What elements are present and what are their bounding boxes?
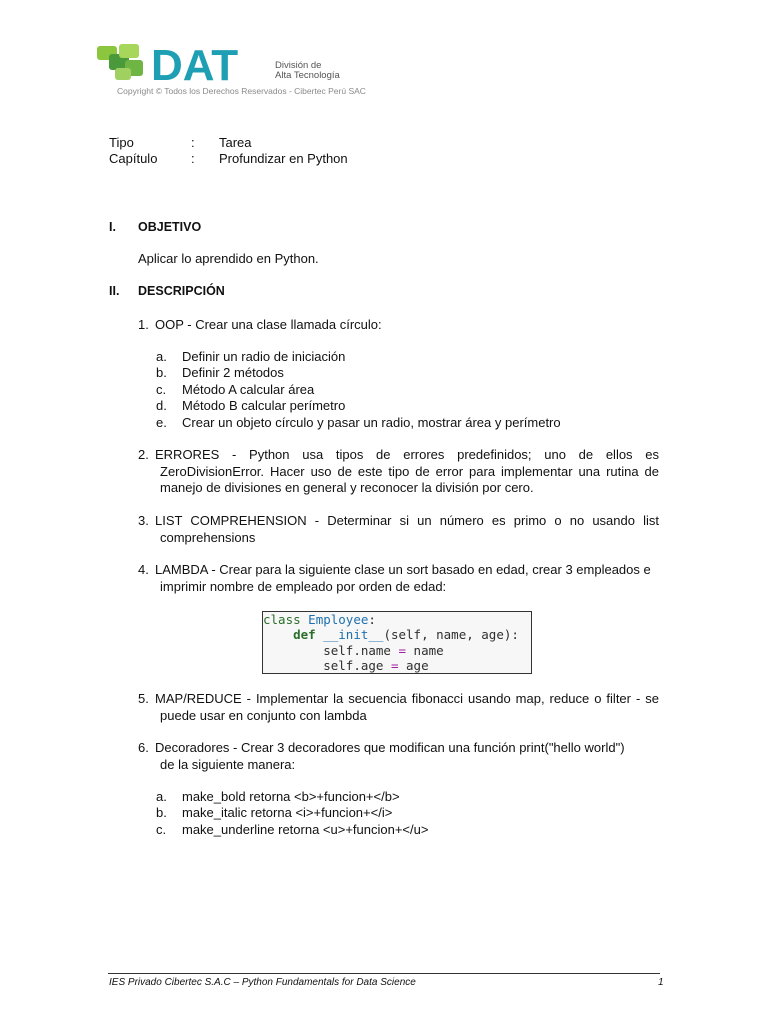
item-number: 3.: [138, 513, 149, 528]
item-line: imprimir nombre de empleado por orden de edad:: [160, 578, 447, 594]
sub-letter: a.: [156, 789, 167, 804]
code-lhs: self.age: [323, 658, 384, 673]
code-operator: =: [390, 658, 399, 673]
item-line: MAP/REDUCE - Implementar la secuencia fibonacci usando map, reduce o filter - se: [155, 691, 659, 706]
section-number: II.: [109, 284, 120, 298]
meta-value: Profundizar en Python: [219, 151, 348, 166]
meta-label: Tipo: [109, 135, 134, 150]
item-number: 2.: [138, 447, 149, 462]
item-line: Decoradores - Crear 3 decoradores que modifican una función print("hello world"): [155, 740, 625, 755]
code-lhs: self.name: [323, 643, 391, 658]
footer-text: IES Privado Cibertec S.A.C – Python Fundamentals for Data Science: [109, 977, 416, 988]
item-line: puede usar en conjunto con lambda: [160, 707, 367, 723]
item-line: LAMBDA - Crear para la siguiente clase un sort basado en edad, crear 3 empleados e: [155, 562, 651, 577]
code-keyword: def: [293, 627, 316, 642]
item-text: [155, 513, 659, 546]
item-line: comprehensions: [160, 529, 256, 545]
code-line: [263, 658, 429, 674]
code-function-name: __init__: [323, 627, 384, 642]
sub-letter: c.: [156, 382, 167, 397]
code-rhs: name: [413, 643, 444, 658]
item-line: LIST COMPREHENSION - Determinar si un número es primo o no usando list: [155, 513, 659, 528]
item-text: [155, 562, 659, 595]
footer-divider: [108, 973, 660, 974]
code-keyword: class: [263, 612, 301, 627]
item-number: 6.: [138, 740, 149, 755]
item-number: 1.: [138, 317, 149, 332]
sub-text: make_bold retorna <b>+funcion+</b>: [182, 789, 400, 804]
code-operator: =: [398, 643, 407, 658]
item-line: manejo de divisiones en general y reconocer la división por cero.: [160, 480, 534, 495]
code-punct: :: [368, 612, 376, 627]
section-title-objetivo: OBJETIVO: [138, 220, 202, 234]
copyright-text: Copyright © Todos los Derechos Reservados - Cibertec Perú SAC: [117, 86, 366, 96]
sub-text: make_italic retorna <i>+funcion+</i>: [182, 805, 393, 820]
meta-row-tipo: [109, 135, 252, 150]
objetivo-text: Aplicar lo aprendido en Python.: [138, 251, 319, 266]
page-number: 1: [658, 977, 664, 988]
section-title-descripcion: DESCRIPCIÓN: [138, 284, 225, 298]
sub-text: Crear un objeto círculo y pasar un radio, mostrar área y perímetro: [182, 415, 561, 430]
sub-text: Definir un radio de iniciación: [182, 349, 346, 364]
item-line: de la siguiente manera:: [160, 756, 296, 772]
meta-value: Tarea: [219, 135, 252, 150]
meta-label: Capítulo: [109, 151, 158, 166]
item-text: [155, 447, 659, 497]
sub-text: Método B calcular perímetro: [182, 398, 346, 413]
brand-sub-2: Alta Tecnología: [275, 70, 340, 81]
code-line: [263, 612, 376, 628]
brand-sub-1: División de: [275, 60, 322, 71]
sub-text: make_underline retorna <u>+funcion+</u>: [182, 822, 429, 837]
code-line: [263, 627, 519, 643]
brand-text: DAT: [151, 41, 239, 90]
section-number: I.: [109, 220, 116, 234]
item-text: [155, 317, 659, 334]
sub-letter: d.: [156, 398, 167, 413]
code-line: [263, 643, 444, 659]
code-args: (self, name, age):: [383, 627, 519, 642]
item-line: ZeroDivisionError. Hacer uso de este tipo de error para implementar una rutina de: [160, 463, 659, 479]
sub-text: Método A calcular área: [182, 382, 315, 397]
item-text: [155, 691, 659, 724]
sub-letter: c.: [156, 822, 167, 837]
item-number: 4.: [138, 562, 149, 577]
meta-colon: :: [191, 151, 195, 166]
sub-letter: e.: [156, 415, 167, 430]
code-class-name: Employee: [308, 612, 369, 627]
item-line: ERRORES - Python usa tipos de errores predefinidos; uno de ellos es: [155, 447, 659, 462]
meta-row-capitulo: [109, 151, 348, 166]
item-number: 5.: [138, 691, 149, 706]
code-block: [262, 611, 532, 674]
item-text: [155, 740, 659, 773]
meta-colon: :: [191, 135, 195, 150]
item-line: OOP - Crear una clase llamada círculo:: [155, 317, 382, 332]
sub-text: Definir 2 métodos: [182, 365, 284, 380]
sub-letter: b.: [156, 365, 167, 380]
code-rhs: age: [406, 658, 429, 673]
sub-letter: a.: [156, 349, 167, 364]
sub-letter: b.: [156, 805, 167, 820]
